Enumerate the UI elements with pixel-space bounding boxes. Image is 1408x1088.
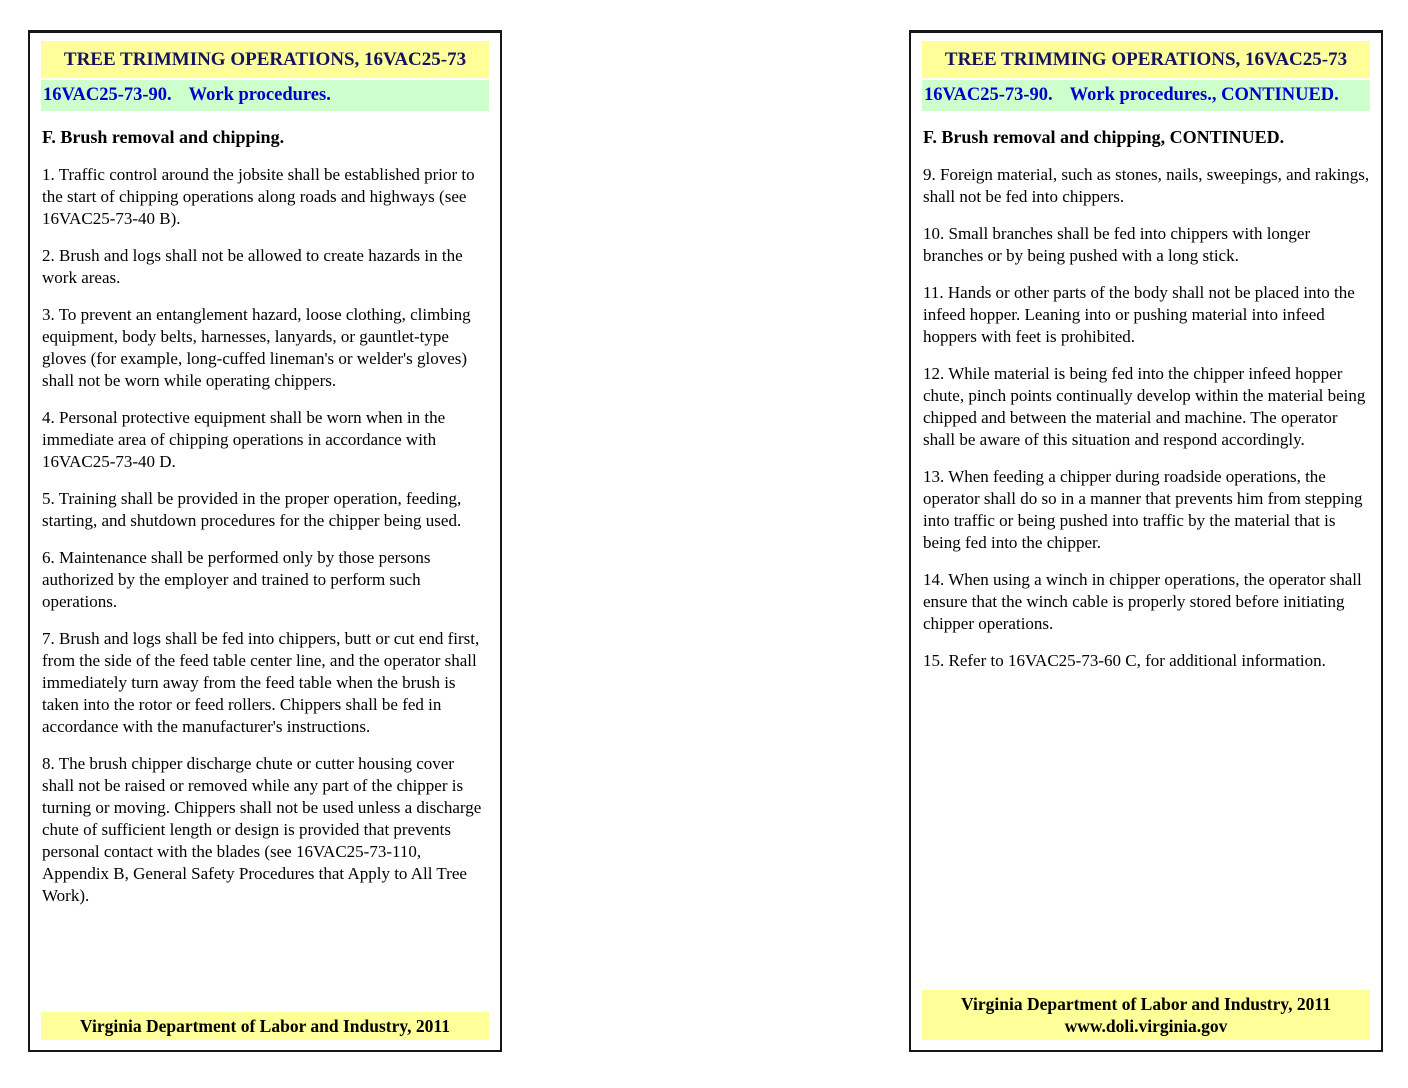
paragraph: 3. To prevent an entanglement hazard, loose clothing, climbing equipment, body belts, harnesses, lanyards, or gauntlet-type gloves (for example, long-cuffed lineman's or welder's gloves) shall not be worn while operating chippers. [42,305,471,390]
paragraph: 5. Training shall be provided in the proper operation, feeding, starting, and shutdown procedures for the chipper being used. [42,489,462,530]
paragraph: 15. Refer to 16VAC25-73-60 C, for additional information. [923,651,1326,670]
subsection-heading: F. Brush removal and chipping. [42,127,285,147]
paragraph: 7. Brush and logs shall be fed into chippers, butt or cut end first, from the side of the feed table center line, and the operator shall immediately turn away from the feed table when the brush is taken into the rotor or feed rollers. Chippers shall be fed in accordance with the manufacturer's instructions. [42,629,480,736]
section-number: 16VAC25-73-90. [924,85,1053,105]
page-title: TREE TRIMMING OPERATIONS, 16VAC25-73 [922,41,1370,78]
footer-line: Virginia Department of Labor and Industry, 2011 [961,994,1331,1014]
section-number: 16VAC25-73-90. [43,85,172,105]
paragraph: 14. When using a winch in chipper operations, the operator shall ensure that the winch cable is properly stored before initiating chipper operations. [923,570,1362,633]
paragraph: 13. When feeding a chipper during roadside operations, the operator shall do so in a manner that prevents him from stepping into traffic or being pushed into traffic by the material that is being fed into the chipper. [923,467,1363,552]
footer-line: Virginia Department of Labor and Industry, 2011 [80,1016,450,1036]
paragraph: 10. Small branches shall be fed into chippers with longer branches or by being pushed with a long stick. [923,224,1311,265]
section-title: Work procedures. [188,85,331,105]
paragraph: 1. Traffic control around the jobsite shall be established prior to the start of chipping operations along roads and highways (see 16VAC25-73-40 B). [42,165,475,228]
paragraph: 4. Personal protective equipment shall be worn when in the immediate area of chipping operations in accordance with 16VAC25-73-40 D. [42,408,446,471]
paragraph: 8. The brush chipper discharge chute or cutter housing cover shall not be raised or removed while any part of the chipper is turning or moving. Chippers shall not be used unless a discharge chute of sufficient length or design is provided that prevents personal contact with the blades (see 16VAC25-73-110, Appendix B, General Safety Procedures that Apply to All Tree Work). [42,754,482,905]
paragraph: 2. Brush and logs shall not be allowed to create hazards in the work areas. [42,246,463,287]
page-footer [922,990,1370,1040]
page-right [909,30,1383,1052]
page-title: TREE TRIMMING OPERATIONS, 16VAC25-73 [41,41,489,78]
subsection-heading: F. Brush removal and chipping, CONTINUED. [923,127,1285,147]
section-header [41,80,489,111]
paragraph: 9. Foreign material, such as stones, nails, sweepings, and rakings, shall not be fed into chippers. [923,165,1370,206]
page-left [28,30,502,1052]
page-right-content [911,33,1381,672]
footer-line: www.doli.virginia.gov [1064,1016,1228,1036]
page-footer [41,1012,489,1040]
paragraph: 12. While material is being fed into the chipper infeed hopper chute, pinch points continually develop within the material being chipped and between the material and machine. The operator shall be aware of this situation and respond accordingly. [923,364,1366,449]
page-left-content [30,33,500,907]
paragraph: 11. Hands or other parts of the body shall not be placed into the infeed hopper. Leaning into or pushing material into infeed hoppers with feet is prohibited. [923,283,1355,346]
body-paragraphs [41,164,489,907]
paragraph: 6. Maintenance shall be performed only by those persons authorized by the employer and trained to perform such operations. [42,548,431,611]
body-paragraphs [922,164,1370,672]
section-header [922,80,1370,111]
section-title: Work procedures., CONTINUED. [1069,85,1339,105]
